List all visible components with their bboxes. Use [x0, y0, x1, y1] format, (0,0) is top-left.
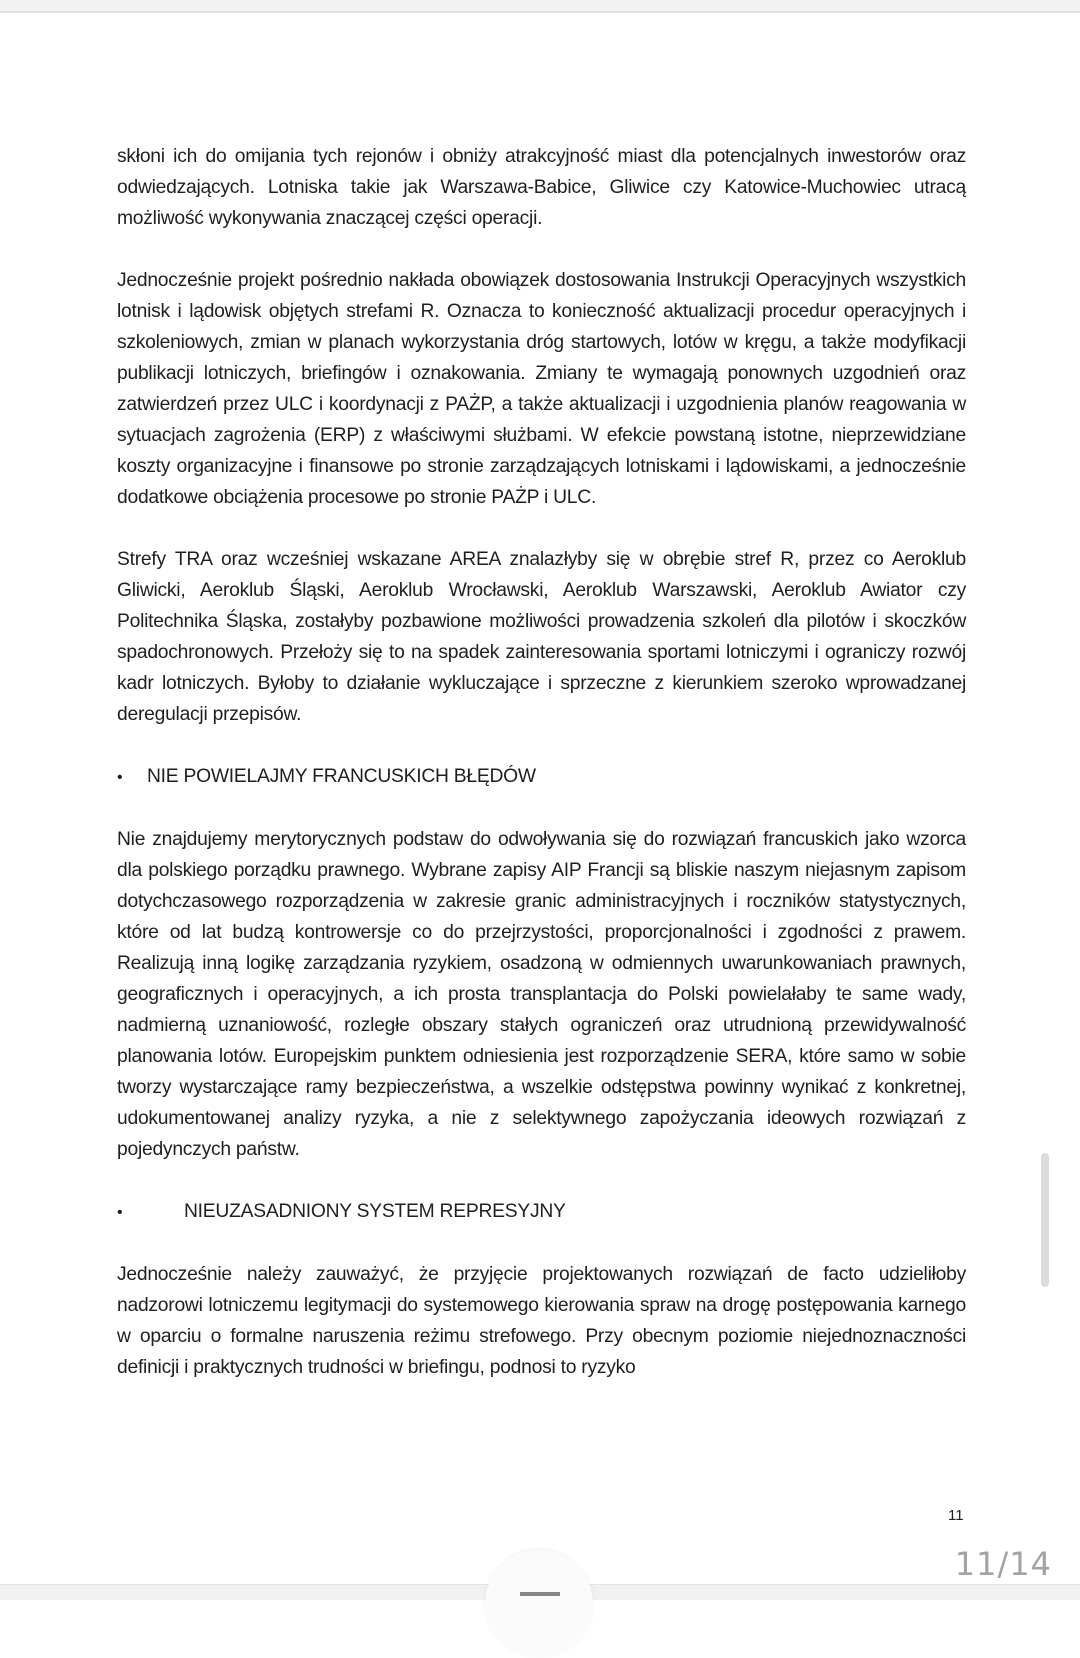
- document-page-number: 11: [948, 1507, 964, 1524]
- bullet-icon: •: [117, 769, 123, 786]
- section-heading: [117, 1196, 966, 1228]
- scrollbar-thumb[interactable]: [1041, 1153, 1049, 1287]
- heading-text: NIEUZASADNIONY SYSTEM REPRESYJNY: [184, 1201, 566, 1222]
- bottom-action-button[interactable]: [485, 1550, 593, 1658]
- bullet-icon: •: [117, 1204, 123, 1221]
- document-content: [117, 141, 966, 1383]
- heading-text: NIE POWIELAJMY FRANCUSKICH BŁĘDÓW: [147, 766, 536, 787]
- paragraph: Jednocześnie projekt pośrednio nakłada obowiązek dostosowania Instrukcji Operacyjnych wszystkich lotnisk i lądowisk objętych strefami R. Oznacza to konieczność aktualizacji procedur operacyjnych i szkoleniowych, zmian w planach wykorzystania dróg startowych, lotów w kręgu, a także modyfikacji publikacji lotniczych, briefingów i oznakowania. Zmiany te wymagają ponownych uzgodnień oraz zatwierdzeń przez ULC i koordynacji z PAŻP, a także aktualizacji i uzgodnienia planów reagowania w sytuacjach zagrożenia (ERP) z właściwymi służbami. W efekcie powstaną istotne, nieprzewidziane koszty organizacyjne i finansowe po stronie zarządzających lotniskami i lądowiskami, a jednocześnie dodatkowe obciążenia procesowe po stronie PAŻP i ULC.: [117, 270, 966, 508]
- paragraph: skłoni ich do omijania tych rejonów i obniży atrakcyjność miast dla potencjalnych inwestorów oraz odwiedzających. Lotniska takie jak Warszawa-Babice, Gliwice czy Katowice-Muchowiec utracą możliwość wykonywania znaczącej części operacji.: [117, 146, 966, 229]
- menu-handle-icon: [520, 1592, 560, 1596]
- paragraph: Nie znajdujemy merytorycznych podstaw do odwoływania się do rozwiązań francuskich jako wzorca dla polskiego porządku prawnego. Wybrane zapisy AIP Francji są bliskie naszym niejasnym zapisom dotychczasowego rozporządzenia w zakresie granic administracyjnych i roczników statystycznych, które od lat budzą kontrowersje co do przejrzystości, proporcjonalności i zgodności z prawem. Realizują inną logikę zarządzania ryzykiem, osadzoną w odmiennych uwarunkowaniach prawnych, geograficznych i operacyjnych, a ich prosta transplantacja do Polski powielałaby te same wady, nadmierną uznaniowość, rozległe obszary stałych ograniczeń oraz utrudnioną przewidywalność planowania lotów. Europejskim punktem odniesienia jest rozporządzenie SERA, które samo w sobie tworzy wystarczające ramy bezpieczeństwa, a wszelkie odstępstwa powinny wynikać z konkretnej, udokumentowanej analizy ryzyka, a nie z selektywnego zapożyczania ideowych rozwiązań z pojedynczych państw.: [117, 829, 966, 1160]
- page-indicator: 11/14: [954, 1545, 1052, 1583]
- paragraph: Jednocześnie należy zauważyć, że przyjęcie projektowanych rozwiązań de facto udzieliłoby nadzorowi lotniczemu legitymacji do systemowego kierowania spraw na drogę postępowania karnego w oparciu o formalne naruszenia reżimu strefowego. Przy obecnym poziomie niejednoznaczności definicji i praktycznych trudności w briefingu, podnosi to ryzyko: [117, 1264, 966, 1378]
- top-toolbar: [0, 0, 1080, 13]
- section-heading: [117, 761, 966, 793]
- paragraph: Strefy TRA oraz wcześniej wskazane AREA znalazłyby się w obrębie stref R, przez co Aeroklub Gliwicki, Aeroklub Śląski, Aeroklub Wrocławski, Aeroklub Warszawski, Aeroklub Awiator czy Politechnika Śląska, zostałyby pozbawione możliwości prowadzenia szkoleń dla pilotów i skoczków spadochronowych. Przełoży się to na spadek zainteresowania sportami lotniczymi i ograniczy rozwój kadr lotniczych. Byłoby to działanie wykluczające i sprzeczne z kierunkiem szeroko wprowadzanej deregulacji przepisów.: [117, 549, 966, 725]
